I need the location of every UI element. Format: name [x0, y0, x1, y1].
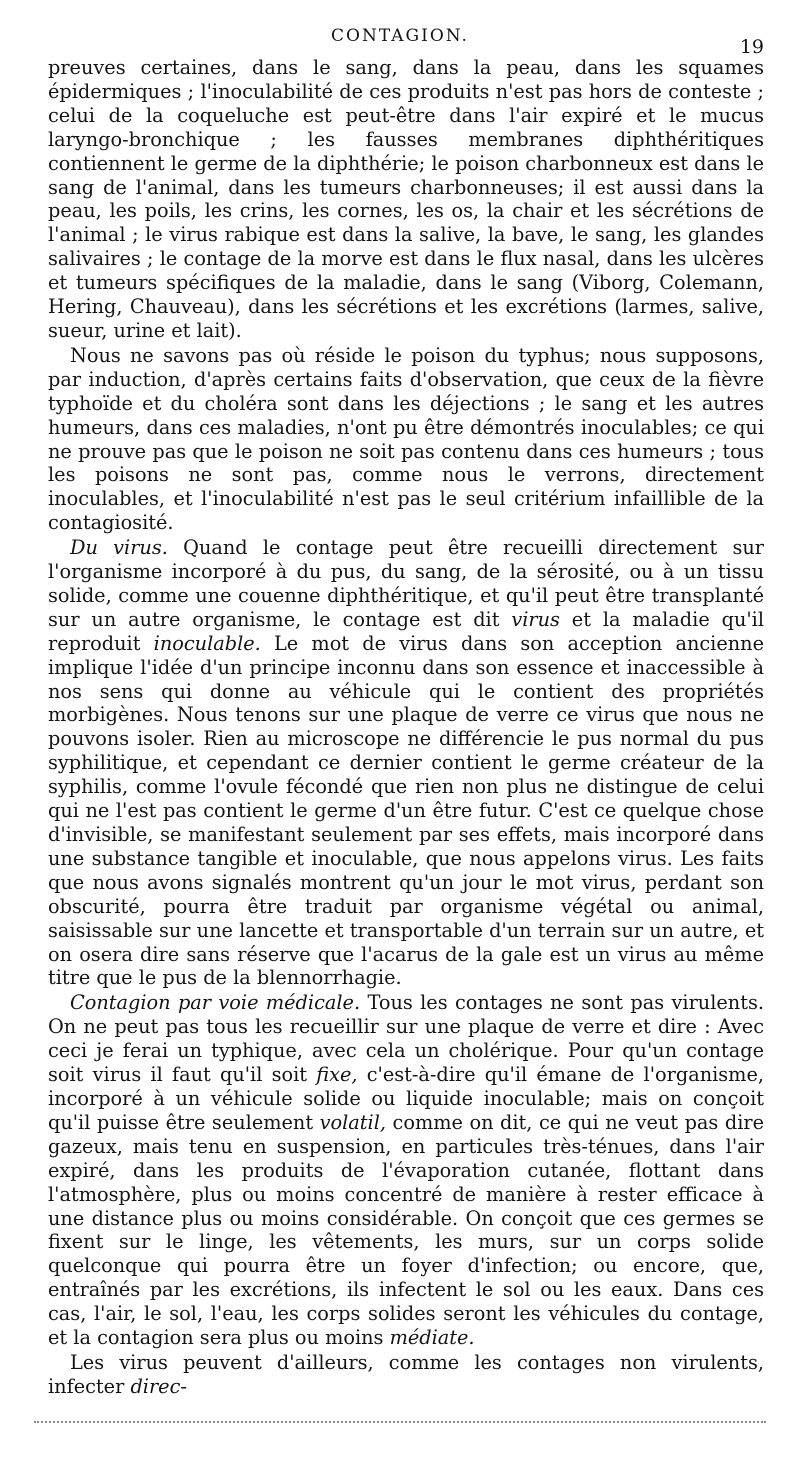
term-mediate: médiate. [389, 1326, 475, 1350]
paragraph-4-text-3: comme on dit, ce qui ne veut pas dire gazeux, mais tenu en suspension, en particules très-ténues, dans l'air expiré, dans les produits de l'évaporation cutanée, flottant dans l'atmosphère, plus ou moins concentré de manière à rester efficace à une distance plus ou moins considérable. On conçoit que ces germes se fixent sur le linge, les vêtements, les murs, sur un corps solide quelconque qui pourra être un foyer d'infection; ou encore, que, entraînés par les excrétions, ils infectent le sol ou les eaux. Dans ces cas, l'air, le sol, l'eau, les corps solides seront les véhicules du contage, et la contagion sera plus ou moins [48, 1110, 764, 1350]
paragraph-4-text-2: c'est-à-dire qu'il émane de l'organisme, incorporé à un véhicule solide ou liquide inoculable; mais on conçoit qu'il puisse être seulement [48, 1063, 764, 1134]
paragraph-1: preuves certaines, dans le sang, dans la peau, dans les squames épidermiques ; l'inoculabilité de ces produits n'est pas hors de conteste ; celui de la coqueluche est peut-être dans l'air expiré et le mucus laryngo-bronchique ; les fausses membranes diphthéritiques contiennent le germe de la diphthérie; le poison charbonneux est dans le sang de l'animal, dans les tumeurs charbonneuses; il est aussi dans la peau, les poils, les crins, les cornes, les os, la chair et les sécrétions de l'animal ; le virus rabique est dans la salive, la bave, le sang, les glandes salivaires ; le contage de la morve est dans le flux nasal, dans les ulcères et tumeurs spécifiques de la maladie, dans le sang (Viborg, Colemann, Hering, Chauveau), dans les sécrétions et les excrétions (larmes, salive, sueur, urine et lait). [48, 56, 764, 342]
footer-dotted-rule [34, 1421, 766, 1423]
paragraph-2: Nous ne savons pas où réside le poison du typhus; nous supposons, par induction, d'après certains faits d'observation, que ceux de la fièvre typhoïde et du choléra sont dans les déjections ; le sang et les autres humeurs, dans ces maladies, n'ont pu être démontrés inoculables; ce qui ne prouve pas que le poison ne soit pas contenu dans ces humeurs ; tous les poisons ne sont pas, comme nous le verrons, directement inoculables, et l'inoculabilité n'est pas le seul critérium infaillible de la contagiosité. [48, 343, 764, 535]
term-direc: direc- [130, 1374, 187, 1398]
paragraph-4 [48, 991, 764, 1350]
paragraph-5 [48, 1351, 764, 1399]
page-header [0, 26, 800, 56]
paragraph-4-text-1: Tous les contages ne sont pas virulents. On ne peut pas tous les recueillir sur une plaque de verre et dire : Avec ceci je ferai un typhique, avec cela un cholérique. Pour qu'un contage soit virus il faut qu'il soit [48, 991, 764, 1087]
term-volatil: volatil, [319, 1110, 387, 1134]
paragraph-3-text-2: et la maladie qu'il reproduit [48, 607, 764, 655]
paragraph-3-text-1: Quand le contage peut être recueilli directement sur l'organisme incorporé à du pus, du sang, de la sérosité, ou à un tissu solide, comme une couenne diphthéritique, et qu'il peut être transplanté sur un autre organisme, le contage est dit [48, 536, 764, 631]
paragraph-3-text-3: Le mot de virus dans son acception ancienne implique l'idée d'un principe inconnu dans son essence et inaccessible à nos sens qui donne au véhicule qui le contient des propriétés morbigènes. Nous tenons sur une plaque de verre ce virus que nous ne pouvons isoler. Rien au microscope ne différencie le pus normal du pus syphilitique, et cependant ce dernier contient le germe créateur de la syphilis, comme l'ovule fécondé que rien non plus ne distingue de celui qui ne l'est pas contient le germe d'un être futur. C'est ce quelque chose d'invisible, se manifestant seulement par ses effets, mais incorporé dans une substance tangible et inoculable, que nous appelons virus. Les faits que nous avons signalés montrent qu'un jour le mot virus, perdant son obscurité, pourra être traduit par organisme végétal ou animal, saisissable sur une lancette et transportable d'un terrain sur un autre, et on osera dire sans réserve que l'acarus de la gale est un virus au même titre que le pus de la blennorrhagie. [48, 631, 764, 990]
body-text [48, 56, 764, 1399]
paragraph-3 [48, 536, 764, 990]
page-number: 19 [739, 36, 764, 58]
section-heading-contagion: Contagion par voie médicale. [70, 991, 361, 1015]
section-heading-du-virus: Du virus. [70, 536, 168, 560]
term-inoculable: inoculable. [153, 631, 261, 655]
paragraph-5-text-1: Les virus peuvent d'ailleurs, comme les contages non virulents, infecter [48, 1350, 764, 1398]
term-fixe: fixe, [316, 1063, 358, 1087]
term-virus: virus [511, 607, 560, 631]
running-title: CONTAGION. [331, 26, 469, 46]
